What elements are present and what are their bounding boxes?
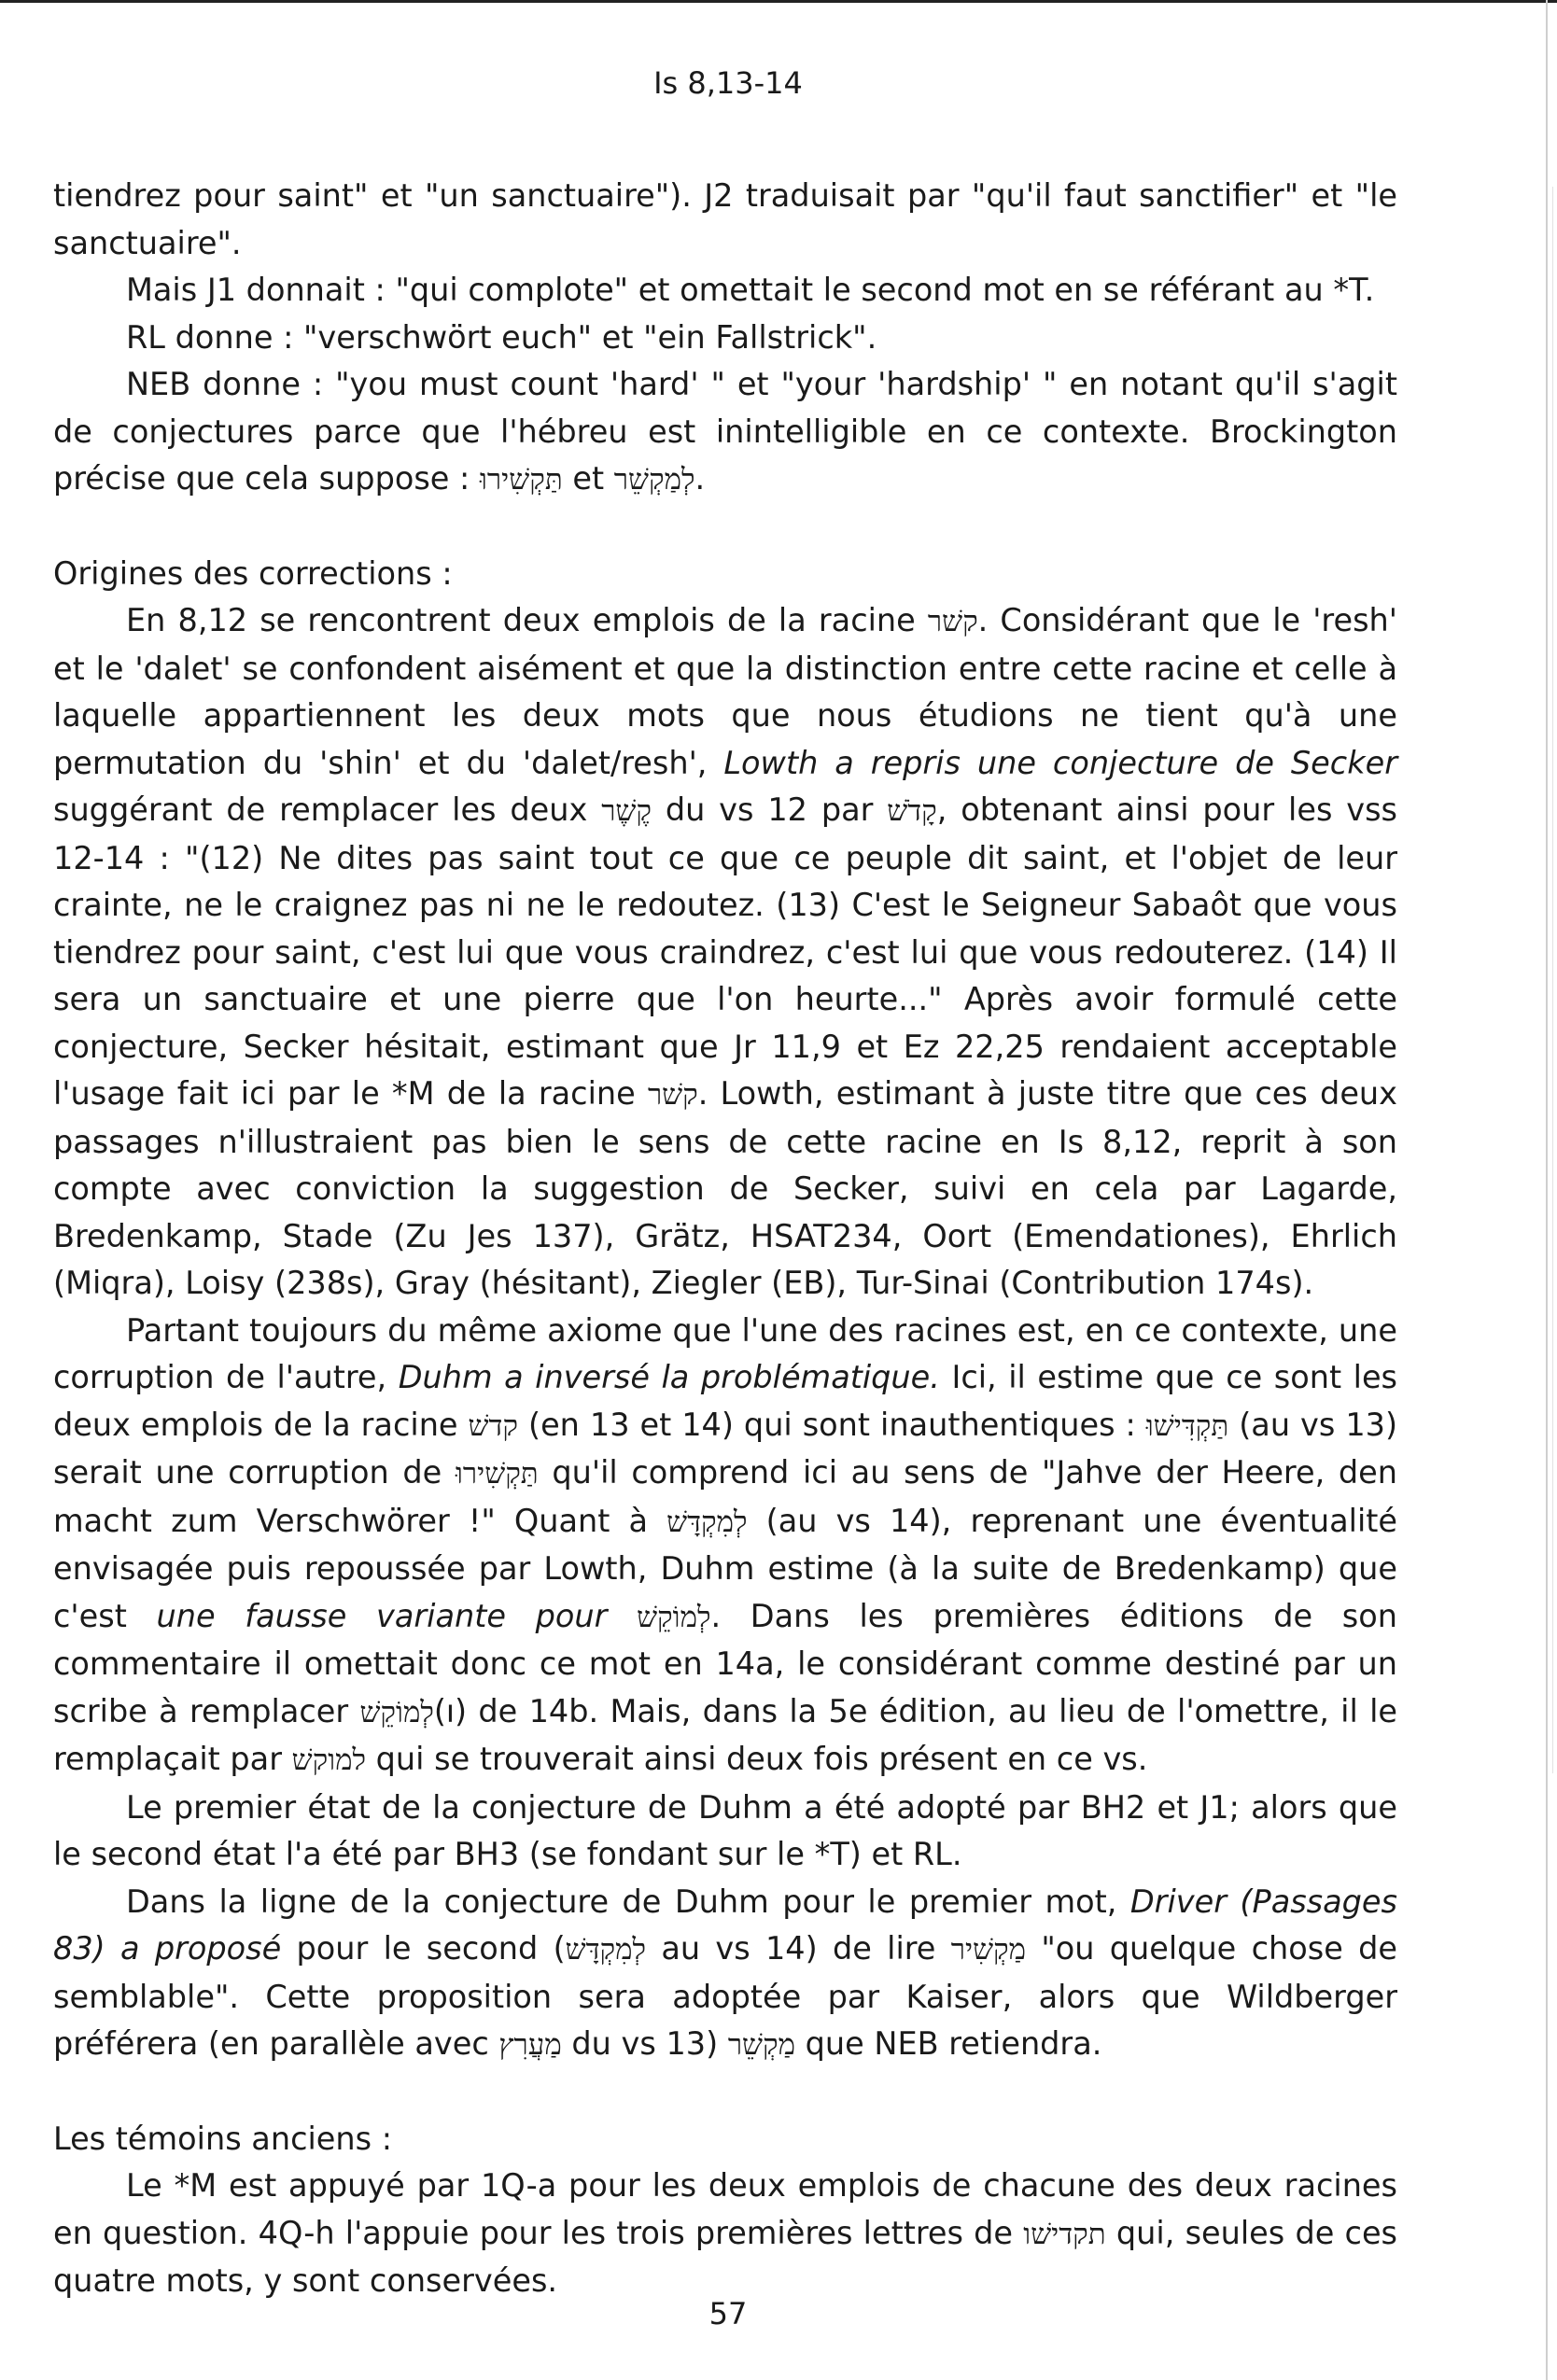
text: .: [694, 460, 706, 497]
italic-text: Duhm a inversé la problématique.: [398, 1359, 940, 1395]
hebrew-word: לְמוֹקֵשׁ: [359, 1695, 434, 1729]
text: Le premier état de la conjecture de Duhm a été adopté par BH2 et J1; alors que le second état l'a été par BH3 (se fondant sur le *T) et RL.: [53, 1788, 1397, 1872]
text: Partant toujours du même axiome que l'une des racines est, en ce contexte, une corruption de l'autre,: [53, 1311, 1397, 1395]
hebrew-word: לְמוֹקֵשׁ: [637, 1600, 711, 1634]
hebrew-word: לְמַקְשֵׁר: [613, 463, 695, 497]
text: tiendrez pour saint" et "un sanctuaire"). J2 traduisait par "qu'il faut sanctifier" et "le sanctuaire".: [53, 177, 1397, 261]
section-heading-temoins: Les témoins anciens :: [53, 2120, 393, 2157]
hebrew-word: מַקְשֵׁר: [727, 2028, 795, 2062]
text: (au vs 14), reprenant une éventualité envisagée puis repoussée par Lowth, Duhm estime (à la suite de Bredenkamp) que c'est: [53, 1502, 1398, 1634]
text: RL donne : "verschwört euch" et "ein Fallstrick".: [126, 318, 877, 356]
hebrew-word: לְמִקְדָּשׁ: [565, 1933, 646, 1967]
hebrew-word: מַקְשִׁיר: [950, 1933, 1027, 1967]
hebrew-word: מַעֲרִץ: [498, 2028, 562, 2062]
paragraph-1: [53, 173, 1397, 267]
italic-text: Driver (Passages 83) a proposé: [53, 1883, 1397, 1967]
text: pour le second (: [296, 1930, 566, 1967]
text: du vs 13): [571, 2025, 719, 2062]
text: Ici, il estime que ce sont les deux emplois de la racine: [53, 1359, 1398, 1443]
text: (ו) de 14b. Mais, dans la 5e édition, au lieu de l'omettre, il le remplaçait par: [53, 1692, 1397, 1777]
page-number: 57: [708, 2296, 748, 2331]
hebrew-word: למוקשׁ: [291, 1743, 367, 1777]
hebrew-word: קשׁר: [927, 605, 978, 638]
text: et: [572, 460, 605, 497]
hebrew-word: תַּקְשִׁירוּ: [455, 1457, 539, 1491]
paragraph-7: [53, 1785, 1397, 1879]
text: au vs 14) de lire: [661, 1930, 936, 1967]
hebrew-word: קָדֹשׁ: [887, 794, 937, 828]
paragraph-5: [53, 597, 1397, 1308]
paragraph-9: [53, 2163, 1397, 2305]
hebrew-word: תקדישׁו: [1023, 2217, 1106, 2251]
hebrew-word: קדשׁ: [468, 1408, 518, 1443]
text: Dans la ligne de la conjecture de Duhm pour le premier mot,: [126, 1883, 1117, 1920]
text: qui se trouverait ainsi deux fois présent en ce vs.: [375, 1741, 1148, 1777]
text: qui, seules de ces quatre mots, y sont conservées.: [53, 2214, 1398, 2299]
body-text: [53, 173, 1397, 2305]
text: En 8,12 se rencontrent deux emplois de la racine: [126, 602, 916, 638]
text: Le *M est appuyé par 1Q-a pour les deux emplois de chacune des deux racines en question. 4Q-h l'appuie pour les trois premières lettres de: [53, 2167, 1397, 2251]
text: NEB donne : "you must count 'hard' " et "your 'hardship' " en notant qu'il s'agit de conjectures parce que l'hébreu est inintelligible en ce contexte. Brockington précise que cela suppose :: [53, 366, 1397, 497]
text: . Dans les premières éditions de son commentaire il omettait donc ce mot en 14a, le considérant comme destiné par un scribe à remplacer: [53, 1597, 1397, 1729]
paragraph-6: [53, 1308, 1397, 1785]
hebrew-word: לְמִקְדָּשׁ: [666, 1505, 748, 1539]
scan-top-border: [0, 0, 1557, 3]
text: . Considérant que le 'resh' et le 'dalet' se confondent aisément et que la distinction entre cette racine et celle à laquelle appartiennent les deux mots que nous étudions ne tient qu'à une permutation du 'shin' et du 'dalet/resh',: [53, 602, 1397, 781]
scan-right-edge: [1552, 187, 1553, 1773]
scan-right-border: [1546, 0, 1548, 2380]
text: (au vs 13) serait une corruption de: [53, 1406, 1398, 1491]
text: (en 13 et 14) qui sont inauthentiques :: [528, 1406, 1136, 1443]
paragraph-4: [53, 361, 1397, 504]
text: . Lowth, estimant à juste titre que ces deux passages n'illustraient pas bien le sens de cette racine en Is 8,12, reprit à son compte avec conviction la suggestion de Secker, suivi en cela par Lagarde, Bredenkamp, Stade (Zu Jes 137), Grätz, HSAT234, Oort (Emendationes), Ehrlich (Miqra), Loisy (238s), Gray (hésitant), Ziegler (EB), Tur-Sinai (Contribution 174s).: [53, 1075, 1397, 1301]
paragraph-2: [53, 267, 1397, 315]
hebrew-word: תַּקְשִׁירוּ: [480, 463, 563, 497]
italic-text: une fausse variante pour: [156, 1597, 608, 1634]
hebrew-word: קשׁר: [647, 1078, 698, 1112]
paragraph-3: [53, 315, 1397, 362]
text: que NEB retiendra.: [805, 2025, 1102, 2062]
italic-text: Lowth a repris une conjecture de Secker: [723, 744, 1397, 781]
text: du vs 12 par: [665, 791, 874, 828]
text: , obtenant ainsi pour les vss 12-14 : "(12) Ne dites pas saint tout ce que ce peuple dit saint, et l'objet de leur crainte, ne le craignez pas ni ne le redoutez. (13) C'est le Seigneur Sabaôt que vous tiendrez pour saint, c'est lui que vous craindrez, c'est lui que vous redouterez. (14) Il sera un sanctuaire et une pierre que l'on heurte..." Après avoir formulé cette conjecture, Secker hésitait, estimant que Jr 11,9 et Ez 22,25 rendaient acceptable l'usage fait ici par le *M de la racine: [53, 791, 1398, 1112]
hebrew-word: קֶשֶׁר: [601, 794, 652, 828]
text: "ou quelque chose de semblable". Cette proposition sera adoptée par Kaiser, alors que Wildberger préférera (en parallèle avec: [53, 1930, 1397, 2062]
hebrew-word: תַּקְדִּישׁוּ: [1145, 1408, 1229, 1443]
text: Mais J1 donnait : "qui complote" et omettait le second mot en se référant au *T.: [126, 272, 1375, 308]
running-header: Is 8,13-14: [653, 65, 803, 101]
text: suggérant de remplacer les deux: [53, 791, 588, 828]
text: qu'il comprend ici au sens de "Jahve der Heere, den macht zum Verschwörer !" Quant à: [53, 1454, 1397, 1539]
section-heading-origines: Origines des corrections :: [53, 554, 453, 592]
paragraph-8: [53, 1879, 1397, 2069]
